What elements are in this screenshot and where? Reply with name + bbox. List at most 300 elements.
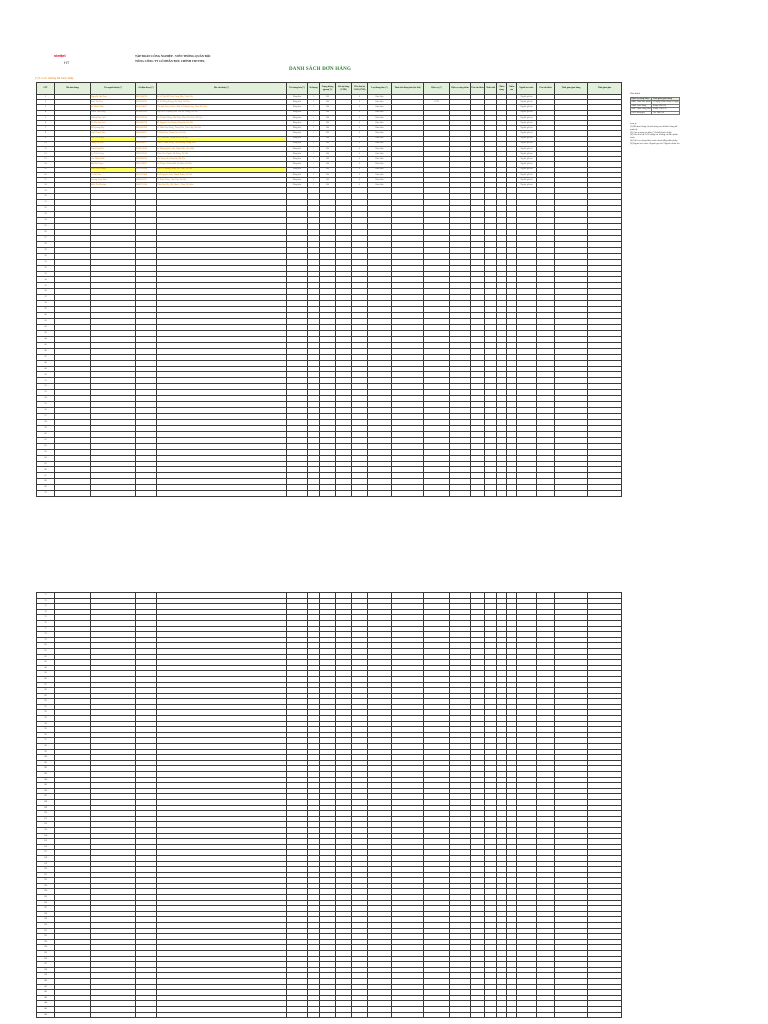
cell-payer[interactable]: Người gửi trả (517, 167, 537, 172)
cell-empty[interactable] (352, 1012, 368, 1018)
cell-empty[interactable] (136, 491, 157, 497)
cell-empty[interactable] (450, 1012, 471, 1018)
cell-name[interactable]: Phan Văn Thắng (91, 167, 136, 172)
row-number: 121 (37, 872, 55, 878)
row-number: 134 (37, 945, 55, 951)
row-number: 83 (37, 660, 55, 666)
row-number: 118 (37, 855, 55, 861)
cell-cod[interactable]: 0 (352, 105, 368, 110)
cell-name[interactable]: Lý Thị Hương (91, 152, 136, 157)
cell-payer[interactable]: Người gửi trả (517, 152, 537, 157)
cell-payer[interactable]: Người gửi trả (517, 120, 537, 125)
note-item: (1) Mã đơn hàng: là mã riêng của khách hàng để quản lý. (630, 126, 678, 131)
legend-row (631, 111, 680, 115)
cell-phone[interactable]: 0913572468 (136, 172, 157, 177)
row-number: 89 (37, 693, 55, 699)
cell-weight[interactable]: 500 (320, 95, 336, 100)
cell-weight[interactable]: 500 (320, 183, 336, 188)
row-number: 79 (37, 637, 55, 643)
cell-item[interactable]: Hàng hóa (287, 172, 308, 177)
cell-stt[interactable]: 10 (37, 141, 55, 146)
cell-phone[interactable]: 0987654321 (136, 100, 157, 105)
cell-cod[interactable]: 0 (352, 136, 368, 141)
cell-addr[interactable]: Thôn Phú Mỹ, Mỹ Đình 2, Nam Từ Liêm (157, 183, 287, 188)
cell-empty[interactable] (555, 1012, 588, 1018)
row-number: 49 (37, 366, 55, 372)
cell-cod[interactable]: 0 (352, 95, 368, 100)
cell-weight[interactable]: 500 (320, 131, 336, 136)
cell-stt[interactable]: 7 (37, 126, 55, 131)
cell-empty[interactable] (336, 491, 352, 497)
cell-empty[interactable] (392, 1012, 424, 1018)
cell-payer[interactable]: Người gửi trả (517, 157, 537, 162)
cell-empty[interactable] (497, 491, 507, 497)
column-header: Tiền thu hộ COD (VNĐ) (352, 83, 368, 95)
cell-payer[interactable]: Người gửi trả (517, 162, 537, 167)
cell-weight[interactable]: 500 (320, 178, 336, 183)
cell-name[interactable]: Lê Minh Tuấn (91, 105, 136, 110)
cell-type[interactable]: Bưu kiện (368, 162, 392, 167)
cell-payer[interactable]: Người gửi trả (517, 178, 537, 183)
cell-qty[interactable]: 1 (308, 100, 320, 105)
row-number: 35 (37, 283, 55, 289)
cell-empty[interactable] (392, 491, 424, 497)
cell-weight[interactable]: 500 (320, 110, 336, 115)
row-number: 102 (37, 766, 55, 772)
cell-name[interactable]: Mai Thị Ngọc (91, 162, 136, 167)
cell-empty[interactable] (497, 1012, 507, 1018)
cell-empty[interactable] (588, 1012, 622, 1018)
cell-qty[interactable]: 1 (308, 167, 320, 172)
cell-empty[interactable] (308, 491, 320, 497)
cell-empty[interactable] (471, 491, 485, 497)
row-number: 84 (37, 665, 55, 671)
cell-cod[interactable]: 0 (352, 152, 368, 157)
cell-phone[interactable]: 0945678901 (136, 131, 157, 136)
cell-payer[interactable]: Người gửi trả (517, 146, 537, 151)
cell-empty[interactable] (368, 1012, 392, 1018)
cell-weight[interactable]: 500 (320, 136, 336, 141)
table-row[interactable] (37, 1012, 622, 1018)
cell-empty[interactable] (555, 491, 588, 497)
cell-name[interactable]: Dương Quốc Bảo (91, 178, 136, 183)
row-number: 94 (37, 721, 55, 727)
legend-cell: GBH: Giao bưu phẩm (631, 101, 651, 104)
row-number: 109 (37, 805, 55, 811)
cell-name[interactable]: Vũ Thị Lan Anh (91, 120, 136, 125)
cell-cod[interactable]: 0 (352, 126, 368, 131)
row-number: 135 (37, 951, 55, 957)
cell-svc[interactable]: VCN (424, 100, 450, 105)
row-number: 69 (37, 485, 55, 491)
cell-phone[interactable]: 0912345678 (136, 95, 157, 100)
cell-payer[interactable]: Người gửi trả (517, 136, 537, 141)
cell-qty[interactable]: 1 (308, 178, 320, 183)
cell-phone[interactable]: 0976543210 (136, 115, 157, 120)
column-header: Giá trị hàng (VNĐ) (336, 83, 352, 95)
cell-name[interactable]: Trần Thị Hoa (91, 100, 136, 105)
cell-cod[interactable]: 0 (352, 110, 368, 115)
cell-weight[interactable]: 500 (320, 100, 336, 105)
cell-item[interactable]: Hàng hóa (287, 183, 308, 188)
cell-addr[interactable]: Số 15 Ngõ 82 Dịch Vọng Hậu, Cầu Giấy (157, 95, 287, 100)
organization-header (135, 54, 210, 64)
cell-weight[interactable]: 500 (320, 105, 336, 110)
cell-qty[interactable]: 1 (308, 105, 320, 110)
logo-text: viettel (54, 53, 66, 58)
cell-type[interactable]: Bưu kiện (368, 141, 392, 146)
cell-stt[interactable]: 3 (37, 105, 55, 110)
row-number: 43 (37, 330, 55, 336)
cell-name[interactable]: Ngô Thanh Tâm (91, 131, 136, 136)
cell-stt[interactable]: 4 (37, 110, 55, 115)
cell-weight[interactable]: 500 (320, 157, 336, 162)
cell-stt[interactable]: 18 (37, 183, 55, 188)
cell-empty[interactable] (287, 491, 308, 497)
row-number: 53 (37, 390, 55, 396)
row-number: 92 (37, 710, 55, 716)
cell-phone[interactable]: 0972619384 (136, 167, 157, 172)
row-number: 48 (37, 360, 55, 366)
cell-type[interactable]: Bưu kiện (368, 152, 392, 157)
cell-phone[interactable]: 0938271645 (136, 146, 157, 151)
cell-stt[interactable]: 16 (37, 172, 55, 177)
cell-empty[interactable] (450, 491, 471, 497)
row-number: 108 (37, 799, 55, 805)
cell-payer[interactable]: Người gửi trả (517, 172, 537, 177)
row-number: 106 (37, 788, 55, 794)
cell-qty[interactable]: 1 (308, 162, 320, 167)
cell-empty[interactable] (55, 491, 91, 497)
cell-name[interactable]: Đỗ Quang Huy (91, 126, 136, 131)
cell-payer[interactable]: Người gửi trả (517, 126, 537, 131)
cell-type[interactable]: Bưu kiện (368, 126, 392, 131)
cell-item[interactable]: Hàng hóa (287, 152, 308, 157)
cell-type[interactable]: Bưu kiện (368, 172, 392, 177)
cell-qty[interactable]: 1 (308, 110, 320, 115)
cell-item[interactable]: Hàng hóa (287, 157, 308, 162)
row-number: 137 (37, 962, 55, 968)
cell-empty[interactable] (537, 1012, 555, 1018)
cell-empty[interactable] (91, 491, 136, 497)
cell-type[interactable]: Bưu kiện (368, 157, 392, 162)
cell-addr[interactable]: 12 Lê Hồng Phong, Ba Đình, Hà Nội (157, 100, 287, 105)
column-header: Người trả cước (517, 83, 537, 95)
cell-item[interactable]: Hàng hóa (287, 136, 308, 141)
cell-weight[interactable]: 500 (320, 141, 336, 146)
cell-stt[interactable]: 9 (37, 136, 55, 141)
cell-addr[interactable]: 102 Láng Hạ, Đống Đa, Hà Nội (157, 157, 287, 162)
cell-stt[interactable]: 14 (37, 162, 55, 167)
cell-type[interactable]: Bưu kiện (368, 100, 392, 105)
row-number: 124 (37, 889, 55, 895)
row-number: 75 (37, 615, 55, 621)
cell-type[interactable]: Bưu kiện (368, 178, 392, 183)
cell-payer[interactable]: Người gửi trả (517, 95, 537, 100)
cell-empty[interactable] (336, 1012, 352, 1018)
cell-payer[interactable]: Người gửi trả (517, 131, 537, 136)
cell-weight[interactable]: 500 (320, 120, 336, 125)
cell-payer[interactable]: Người gửi trả (517, 105, 537, 110)
cell-name[interactable]: Phạm Thu Hằng (91, 110, 136, 115)
cell-qty[interactable]: 1 (308, 126, 320, 131)
row-number: 41 (37, 319, 55, 325)
row-number: 138 (37, 967, 55, 973)
cell-item[interactable]: Hàng hóa (287, 115, 308, 120)
cell-qty[interactable]: 1 (308, 131, 320, 136)
row-number: 139 (37, 973, 55, 979)
cell-item[interactable]: Hàng hóa (287, 167, 308, 172)
cell-stt[interactable]: 13 (37, 157, 55, 162)
row-number: 115 (37, 839, 55, 845)
cell-stt[interactable]: 1 (37, 95, 55, 100)
cell-empty[interactable] (368, 491, 392, 497)
cell-qty[interactable]: 1 (308, 172, 320, 177)
cell-name[interactable]: Trịnh Văn Hải (91, 146, 136, 151)
cell-type[interactable]: Bưu kiện (368, 95, 392, 100)
cell-phone[interactable]: 0967812345 (136, 152, 157, 157)
row-number: 98 (37, 744, 55, 750)
cell-cod[interactable]: 0 (352, 100, 368, 105)
cell-name[interactable]: Tạ Thị Thu (91, 172, 136, 177)
row-number: 87 (37, 682, 55, 688)
cell-stt[interactable]: 8 (37, 131, 55, 136)
row-number: 29 (37, 247, 55, 253)
cell-addr[interactable]: Khu CN Quang Minh, Mê Linh, Hà Nội (157, 167, 287, 172)
cell-addr[interactable]: Số 3 Phạm Hùng, Mỹ Đình, Nam Từ Liêm, Hà Nội (157, 115, 287, 120)
cell-empty[interactable] (320, 491, 336, 497)
cell-empty[interactable] (91, 1012, 136, 1018)
cell-weight[interactable]: 500 (320, 152, 336, 157)
row-number: 33 (37, 271, 55, 277)
cell-phone[interactable]: 0942753186 (136, 183, 157, 188)
cell-addr[interactable]: 35 Xuân Thủy, Cầu Giấy, Hà Nội (157, 178, 287, 183)
cell-empty[interactable] (507, 491, 517, 497)
cell-empty[interactable] (320, 1012, 336, 1018)
cell-phone[interactable]: 0934567890 (136, 110, 157, 115)
cell-weight[interactable]: 500 (320, 115, 336, 120)
cell-type[interactable]: Bưu kiện (368, 146, 392, 151)
cell-empty[interactable] (55, 1012, 91, 1018)
cell-name[interactable]: Kiều Thị Phương (91, 183, 136, 188)
row-number: 68 (37, 479, 55, 485)
cell-empty[interactable] (287, 1012, 308, 1018)
cell-cod[interactable]: 0 (352, 120, 368, 125)
cell-item[interactable]: Hàng hóa (287, 178, 308, 183)
row-number: 107 (37, 794, 55, 800)
cell-phone[interactable]: 0951234987 (136, 162, 157, 167)
cell-cod[interactable]: 0 (352, 162, 368, 167)
cell-payer[interactable]: Người gửi trả (517, 110, 537, 115)
row-number: 128 (37, 911, 55, 917)
cell-empty[interactable] (136, 1012, 157, 1018)
cell-type[interactable]: Bưu kiện (368, 120, 392, 125)
cell-addr[interactable]: Tòa nhà Viettel, Km 2 Đại lộ Thăng Long, Nam Từ Liêm (157, 105, 287, 110)
cell-name[interactable]: Cao Minh Khôi (91, 157, 136, 162)
row-number: 126 (37, 900, 55, 906)
cell-payer[interactable]: Người gửi trả (517, 141, 537, 146)
cell-name[interactable]: Đặng Thị Mai (91, 141, 136, 146)
cell-type[interactable]: Bưu kiện (368, 167, 392, 172)
cell-stt[interactable]: 6 (37, 120, 55, 125)
cell-empty[interactable] (308, 1012, 320, 1018)
row-number: 81 (37, 648, 55, 654)
cell-payer[interactable]: Người gửi trả (517, 183, 537, 188)
cell-addr[interactable]: 88 Nguyễn Chí Thanh, Đống Đa, Hà Nội (157, 120, 287, 125)
cell-empty[interactable] (485, 491, 497, 497)
row-number: 78 (37, 632, 55, 638)
column-header: Trọng lượng (gram) (*) (320, 83, 336, 95)
cell-stt[interactable]: 12 (37, 152, 55, 157)
cell-item[interactable]: Hàng hóa (287, 146, 308, 151)
cell-name[interactable]: Bùi Văn Long (91, 136, 136, 141)
cell-item[interactable]: Hàng hóa (287, 110, 308, 115)
cell-weight[interactable]: 500 (320, 146, 336, 151)
cell-type[interactable]: Bưu kiện (368, 105, 392, 110)
cell-phone[interactable]: 0929384756 (136, 157, 157, 162)
cell-addr[interactable]: Xóm 3 Thôn Đông, Tiên Dương, Đông Anh (157, 141, 287, 146)
cell-type[interactable]: Bưu kiện (368, 110, 392, 115)
row-number: 28 (37, 241, 55, 247)
cell-addr[interactable]: Số 4 Ngõ 12 Kim Mã, Ba Đình, Hà Nội (157, 162, 287, 167)
cell-empty[interactable] (588, 491, 622, 497)
row-number: 36 (37, 289, 55, 295)
cell-addr[interactable]: Số 7 Phố Huế, Hoàn Kiếm, Hà Nội (157, 136, 287, 141)
cell-empty[interactable] (157, 491, 287, 497)
row-number: 72 (37, 598, 55, 604)
row-number: 44 (37, 336, 55, 342)
row-number: 21 (37, 200, 55, 206)
cell-qty[interactable]: 1 (308, 183, 320, 188)
row-number: 85 (37, 671, 55, 677)
cell-weight[interactable]: 500 (320, 172, 336, 177)
cell-empty[interactable] (352, 491, 368, 497)
cell-stt[interactable]: 2 (37, 100, 55, 105)
cell-stt[interactable]: 11 (37, 146, 55, 151)
row-number: 32 (37, 265, 55, 271)
cell-item[interactable]: Hàng hóa (287, 162, 308, 167)
cell-qty[interactable]: 1 (308, 146, 320, 151)
cell-type[interactable]: Bưu kiện (368, 136, 392, 141)
cell-addr[interactable]: Số 9 Nguyễn Trãi, Thanh Xuân, Hà Nội (157, 172, 287, 177)
table-header-row (37, 83, 622, 95)
cell-empty[interactable] (517, 491, 537, 497)
cell-empty[interactable] (424, 1012, 450, 1018)
cell-item[interactable]: Hàng hóa (287, 141, 308, 146)
cell-addr[interactable]: Ngõ 48 Tạ Quang Bửu, Hai Bà Trưng, Hà Nội (157, 110, 287, 115)
cell-item[interactable]: Hàng hóa (287, 126, 308, 131)
cell-phone[interactable]: 0986421357 (136, 178, 157, 183)
cell-qty[interactable]: 1 (308, 115, 320, 120)
cell-cod[interactable]: 0 (352, 146, 368, 151)
cell-empty[interactable] (517, 1012, 537, 1018)
cell-item[interactable]: Hàng hóa (287, 131, 308, 136)
cell-empty[interactable] (485, 1012, 497, 1018)
cell-stt[interactable]: 5 (37, 115, 55, 120)
row-number: 52 (37, 384, 55, 390)
cell-cod[interactable]: 0 (352, 172, 368, 177)
cell-empty[interactable] (157, 1012, 287, 1018)
row-number: 101 (37, 760, 55, 766)
cell-stt[interactable]: 17 (37, 178, 55, 183)
row-number: 133 (37, 939, 55, 945)
cell-cod[interactable]: 0 (352, 178, 368, 183)
cell-item[interactable]: Hàng hóa (287, 105, 308, 110)
row-number: 131 (37, 928, 55, 934)
cell-cod[interactable]: 0 (352, 183, 368, 188)
cell-qty[interactable]: 1 (308, 152, 320, 157)
row-number: 120 (37, 867, 55, 873)
cell-phone[interactable]: 0918765432 (136, 136, 157, 141)
cell-cod[interactable]: 0 (352, 115, 368, 120)
cell-type[interactable]: Bưu kiện (368, 131, 392, 136)
cell-weight[interactable]: 500 (320, 162, 336, 167)
cell-addr[interactable]: TT Dân Hòa, Thanh Oai, Hà Nội (157, 131, 287, 136)
row-number: 103 (37, 772, 55, 778)
cell-weight[interactable]: 500 (320, 167, 336, 172)
cell-item[interactable]: Hàng hóa (287, 100, 308, 105)
column-header: Chiều rộng (497, 83, 507, 95)
cell-empty[interactable] (507, 1012, 517, 1018)
row-number: 22 (37, 206, 55, 212)
row-number: 82 (37, 654, 55, 660)
viettel-logo (54, 53, 69, 65)
table-row[interactable] (37, 491, 622, 497)
cell-payer[interactable]: Người gửi trả (517, 100, 537, 105)
cell-name[interactable]: Hoàng Đức Anh (91, 115, 136, 120)
row-number: 119 (37, 861, 55, 867)
cell-phone[interactable]: 0901234567 (136, 105, 157, 110)
row-number: 23 (37, 212, 55, 218)
cell-weight[interactable]: 500 (320, 126, 336, 131)
cell-qty[interactable]: 1 (308, 141, 320, 146)
row-number: 61 (37, 437, 55, 443)
cell-addr[interactable]: 25 Trần Duy Hưng, Trung Hòa, Cầu Giấy, Hà Nội (157, 126, 287, 131)
cell-cod[interactable]: 0 (352, 167, 368, 172)
row-number: 31 (37, 259, 55, 265)
row-number: 77 (37, 626, 55, 632)
cell-cod[interactable]: 0 (352, 157, 368, 162)
cell-addr[interactable]: 56 Hoàng Quốc Việt, Nghĩa Đô, Cầu Giấy (157, 146, 287, 151)
cell-qty[interactable]: 1 (308, 95, 320, 100)
cell-payer[interactable]: Người gửi trả (517, 115, 537, 120)
cell-type[interactable]: Bưu kiện (368, 115, 392, 120)
cell-phone[interactable]: 0923456789 (136, 120, 157, 125)
row-number: 70 (37, 491, 55, 497)
column-header: Tên hàng hóa (*) (287, 83, 308, 95)
cell-qty[interactable]: 1 (308, 136, 320, 141)
cell-cod[interactable]: 0 (352, 131, 368, 136)
cell-phone[interactable]: 0965432109 (136, 126, 157, 131)
cell-item[interactable]: Hàng hóa (287, 95, 308, 100)
cell-type[interactable]: Bưu kiện (368, 183, 392, 188)
cell-empty[interactable] (424, 491, 450, 497)
row-number: 37 (37, 295, 55, 301)
cell-empty[interactable] (537, 491, 555, 497)
cell-qty[interactable]: 1 (308, 157, 320, 162)
row-number: 104 (37, 777, 55, 783)
cell-phone[interactable]: 0982345671 (136, 141, 157, 146)
cell-empty[interactable] (471, 1012, 485, 1018)
cell-stt[interactable]: 15 (37, 167, 55, 172)
row-number: 86 (37, 676, 55, 682)
row-number: 125 (37, 895, 55, 901)
cell-qty[interactable]: 1 (308, 120, 320, 125)
cell-addr[interactable]: Thôn Yên Nghĩa, Hà Đông, Hà Nội (157, 152, 287, 157)
cell-cod[interactable]: 0 (352, 141, 368, 146)
cell-item[interactable]: Hàng hóa (287, 120, 308, 125)
cell-name[interactable]: Nguyễn Văn Nam (91, 95, 136, 100)
